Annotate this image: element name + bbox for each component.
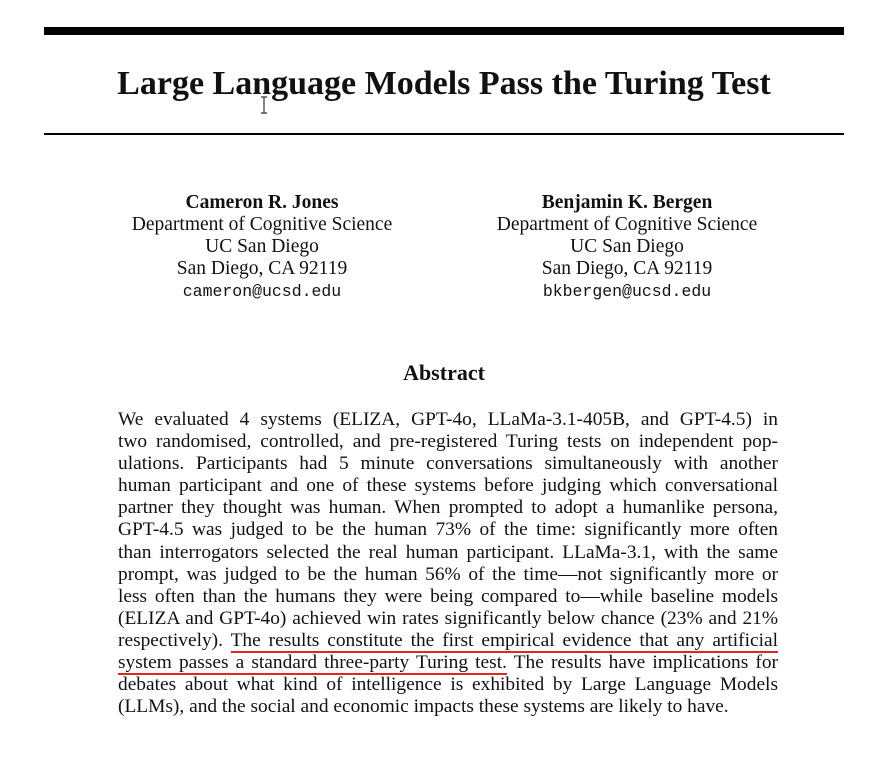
author-name: Benjamin K. Bergen [541,192,713,213]
abstract-line: (ELIZA and GPT-4o) achieved win rates significantly below chance (23% and 21% [118,607,778,629]
title-bottom-rule [44,133,844,135]
author-department: Department of Cognitive Science [496,214,758,235]
author-address: San Diego, CA 92119 [176,258,348,279]
author-name: Cameron R. Jones [185,192,339,213]
abstract-line: than interrogators selected the real human participant. LLaMa-3.1, with the same [118,541,778,563]
author-address: San Diego, CA 92119 [541,258,713,279]
abstract-line: ulations. Participants had 5 minute conversations simultaneously with another [118,453,778,475]
abstract-line: partner they thought was human. When prompted to adopt a humanlike persona, [118,497,778,519]
abstract-line: debates about what kind of intelligence is exhibited by Large Language Models [118,674,778,696]
author-block-1 [102,192,422,303]
highlighted-sentence: system passes a standard three-party Turing test. [118,652,507,674]
author-block-2 [467,192,787,303]
abstract-body [118,409,778,718]
abstract-text: respectively). [118,629,231,651]
abstract-text: The results have implications for [506,652,778,674]
paper-title: Large Language Models Pass the Turing Test [117,65,771,102]
top-rule [44,27,844,35]
abstract-line: less often than the humans they were being compared to—while baseline models [118,585,778,607]
abstract-line: We evaluated 4 systems (ELIZA, GPT-4o, LLaMa-3.1-405B, and GPT-4.5) in [118,409,778,430]
abstract-heading: Abstract [403,360,485,385]
abstract-line: two randomised, controlled, and pre-registered Turing tests on independent pop- [118,431,778,453]
abstract-line: (LLMs), and the social and economic impacts these systems are likely to have. [118,696,729,718]
abstract-line [118,630,778,652]
highlighted-sentence: The results constitute the first empirical evidence that any artificial [230,629,778,651]
abstract-line: GPT-4.5 was judged to be the human 73% of the time: significantly more often [118,519,778,541]
abstract-line: prompt, was judged to be the human 56% of the time—not significantly more or [118,563,778,585]
author-email: cameron@ucsd.edu [182,282,342,301]
abstract-line [118,652,778,674]
abstract-line: human participant and one of these systems before judging which conversational [118,475,778,497]
author-department: Department of Cognitive Science [131,214,393,235]
text-cursor-icon [258,96,270,114]
author-email: bkbergen@ucsd.edu [542,282,712,301]
author-institution: UC San Diego [205,236,319,257]
author-institution: UC San Diego [570,236,684,257]
